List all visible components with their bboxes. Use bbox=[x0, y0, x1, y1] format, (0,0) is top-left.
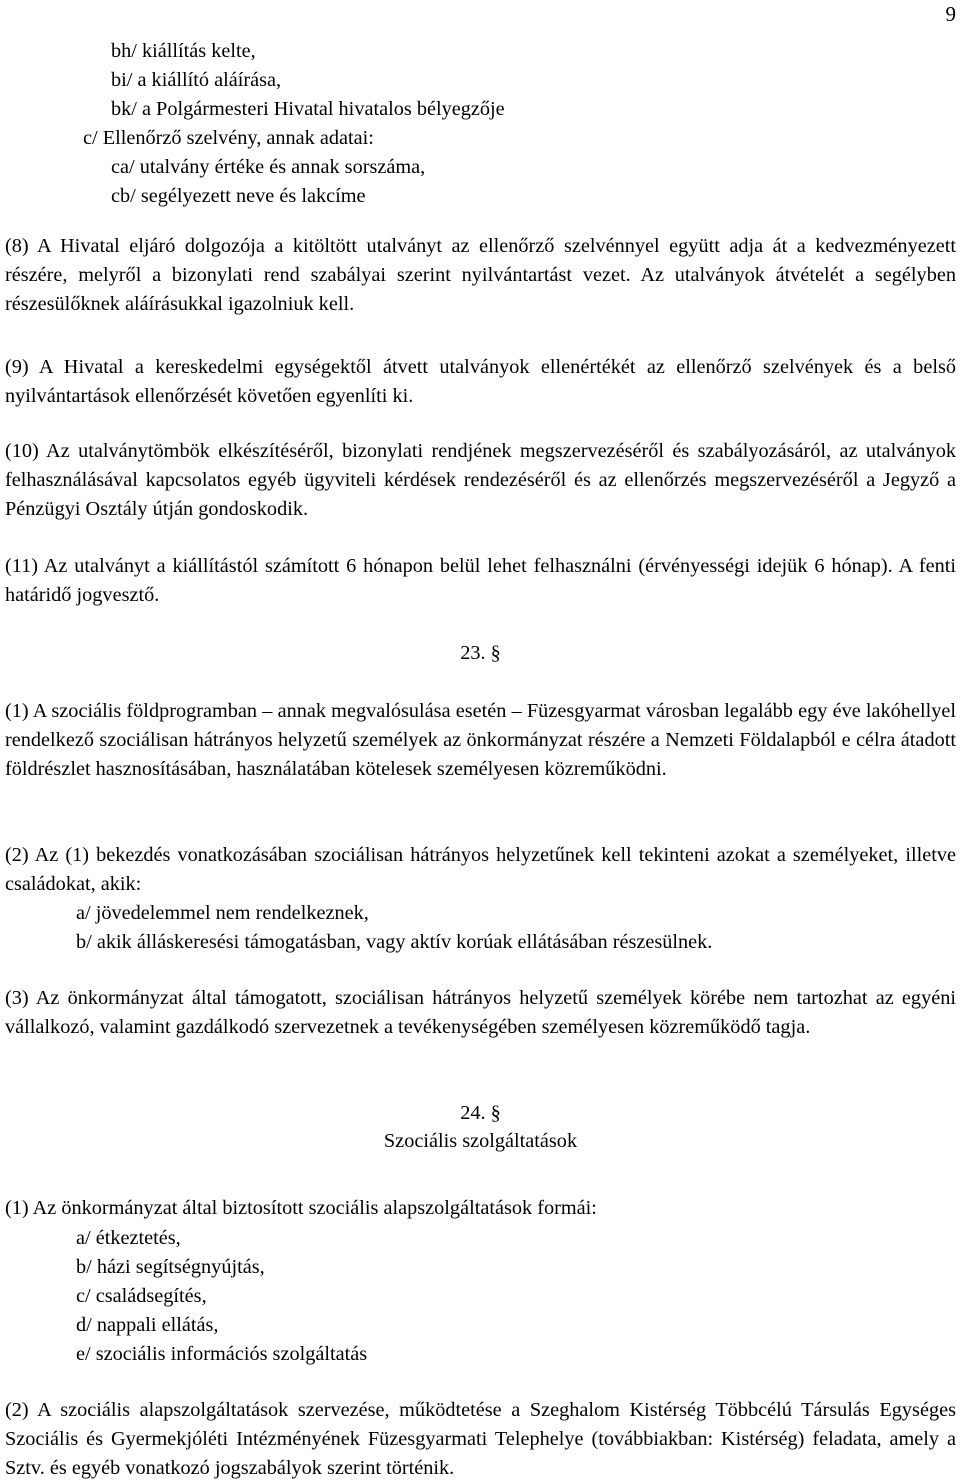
section-24-heading: 24. § bbox=[460, 1102, 501, 1124]
list-item: bi/ a kiállító aláírása, bbox=[111, 69, 282, 91]
section-23-paragraph-3: (3) Az önkormányzat által támogatott, szociálisan hátrányos helyzetű személyek körébe nem tartozhat az egyéni vállalkozó, valamint gazdálkodó szervezetnek a tevékenységében személyesen közreműködő tagja. bbox=[5, 987, 956, 1038]
list-item: d/ nappali ellátás, bbox=[76, 1314, 219, 1336]
paragraph-8: (8) A Hivatal eljáró dolgozója a kitöltött utalványt az ellenőrző szelvénnyel együtt adja át a kedvezményezett részére, melyről a bizonylati rend szabályai szerint nyilvántartást vezet. Az utalványok átvételét a segélyben részesülőknek aláírásukkal igazolniuk kell. bbox=[5, 235, 956, 315]
list-item: b/ házi segítségnyújtás, bbox=[76, 1256, 265, 1278]
service-forms-list bbox=[76, 1224, 956, 1369]
section-23-heading: 23. § bbox=[460, 642, 501, 664]
list-item: a/ étkeztetés, bbox=[76, 1227, 181, 1249]
list-item: b/ akik álláskeresési támogatásban, vagy aktív korúak ellátásában részesülnek. bbox=[76, 931, 713, 953]
list-item: cb/ segélyezett neve és lakcíme bbox=[111, 185, 366, 207]
paragraph-9: (9) A Hivatal a kereskedelmi egységektől átvett utalványok ellenértékét az ellenőrző szelvények és a belső nyilvántartások ellenőrzését követően egyenlíti ki. bbox=[5, 356, 956, 407]
list-item: bh/ kiállítás kelte, bbox=[111, 40, 256, 62]
list-item: e/ szociális információs szolgáltatás bbox=[76, 1343, 368, 1365]
list-item: c/ családsegítés, bbox=[76, 1285, 207, 1307]
list-item: bk/ a Polgármesteri Hivatal hivatalos bélyegzője bbox=[111, 98, 505, 120]
section-24-paragraph-2: (2) A szociális alapszolgáltatások szervezése, működtetése a Szeghalom Kistérség Többcélú Társulás Egységes Szociális és Gyermekjóléti Intézményének Füzesgyarmati Telephelye (továbbiakban: Kistérség) feladata, amely a Sztv. és egyéb vonatkozó jogszabályok szerint történik. bbox=[5, 1399, 956, 1479]
section-23-paragraph-2-list bbox=[76, 899, 956, 957]
list-item: a/ jövedelemmel nem rendelkeznek, bbox=[76, 902, 369, 924]
voucher-data-list bbox=[83, 37, 956, 211]
paragraph-10: (10) Az utalványtömbök elkészítéséről, bizonylati rendjének megszervezéséről és szabályozásáról, az utalványok felhasználásával kapcsolatos egyéb ügyviteli kérdések rendezéséről és az ellenőrzés megszervezéséről a Jegyző a Pénzügyi Osztály útján gondoskodik. bbox=[5, 440, 956, 520]
page-number: 9 bbox=[945, 2, 956, 26]
list-item: ca/ utalvány értéke és annak sorszáma, bbox=[111, 156, 426, 178]
paragraph-11: (11) Az utalványt a kiállítástól számított 6 hónapon belül lehet felhasználni (érvényességi idejük 6 hónap). A fenti határidő jogvesztő. bbox=[5, 555, 956, 606]
section-24-paragraph-1: (1) Az önkormányzat által biztosított szociális alapszolgáltatások formái: bbox=[5, 1197, 597, 1219]
list-item: c/ Ellenőrző szelvény, annak adatai: bbox=[83, 127, 374, 149]
section-23-paragraph-1: (1) A szociális földprogramban – annak megvalósulása esetén – Füzesgyarmat városban legalább egy éve lakóhellyel rendelkező szociálisan hátrányos helyzetű személyek az önkormányzat részére a Nemzeti Földalapból e célra átadott földrészlet hasznosításában, használatában kötelesek személyesen közreműködni. bbox=[5, 700, 956, 780]
section-24-subtitle: Szociális szolgáltatások bbox=[383, 1130, 578, 1152]
section-23-paragraph-2: (2) Az (1) bekezdés vonatkozásában szociálisan hátrányos helyzetűnek kell tekinteni azokat a személyeket, illetve családokat, akik: bbox=[5, 844, 956, 895]
